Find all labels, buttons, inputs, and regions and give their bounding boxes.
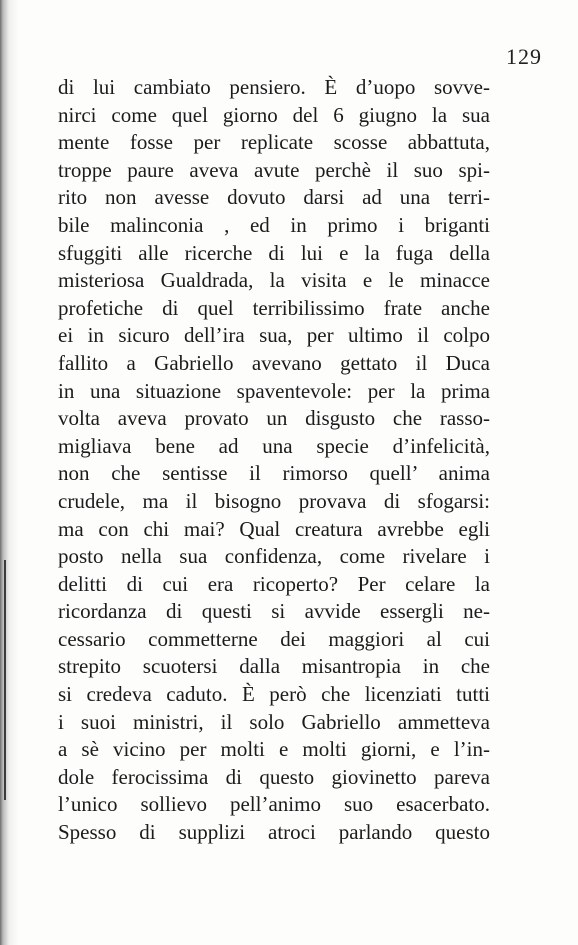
text-line: volta aveva provato un disgusto che rasso- [58,406,490,431]
text-line: si credeva caduto. È però che licenziati tutti [58,682,490,707]
page-number: 129 [506,44,542,69]
text-line: rito non avesse dovuto darsi ad una terri- [58,185,490,210]
text-line: cessario commetterne dei maggiori al cui [58,626,490,651]
text-line: nirci come quel giorno del 6 giugno la sua [58,102,490,127]
text-line: posto nella sua confidenza, come rivelare i [58,544,490,569]
text-line: bile malinconia , ed in primo i briganti [58,212,490,237]
text-line: ma con chi mai? Qual creatura avrebbe egli [58,516,490,541]
text-line: profetiche di quel terribilissimo frate anche [58,295,490,320]
text-line: crudele, ma il bisogno provava di sfogarsi: [58,488,490,513]
spine-edge-mark [4,560,6,800]
text-line: Spesso di supplizi atroci parlando questo [58,820,490,845]
text-line: mente fosse per replicate scosse abbattuta, [58,130,490,155]
text-line: in una situazione spaventevole: per la prima [58,378,490,403]
text-line: troppe paure aveva avute perchè il suo spi- [58,157,490,182]
text-line: non che sentisse il rimorso quell’ anima [58,461,490,486]
text-line: misteriosa Gualdrada, la visita e le minacce [58,268,490,293]
text-line: i suoi ministri, il solo Gabriello ammetteva [58,709,490,734]
text-line: di lui cambiato pensiero. È d’uopo sovve- [58,75,490,99]
text-line: strepito scuotersi dalla misantropia in che [58,654,490,679]
page-binding-shadow [0,0,18,945]
text-line: dole ferocissima di questo giovinetto pareva [58,764,490,789]
text-line: a sè vicino per molti e molti giorni, e l’in- [58,737,490,762]
text-line: sfuggiti alle ricerche di lui e la fuga della [58,240,490,265]
text-line: delitti di cui era ricoperto? Per celare la [58,571,490,596]
text-line: migliava bene ad una specie d’infelicità, [58,433,490,458]
text-line: ei in sicuro dell’ira sua, per ultimo il colpo [58,323,490,348]
text-line: l’unico sollievo pell’animo suo esacerbato. [58,792,490,817]
body-text [58,74,490,847]
text-line: ricordanza di questi si avvide essergli ne- [58,599,490,624]
text-line: fallito a Gabriello avevano gettato il Duca [58,350,490,375]
